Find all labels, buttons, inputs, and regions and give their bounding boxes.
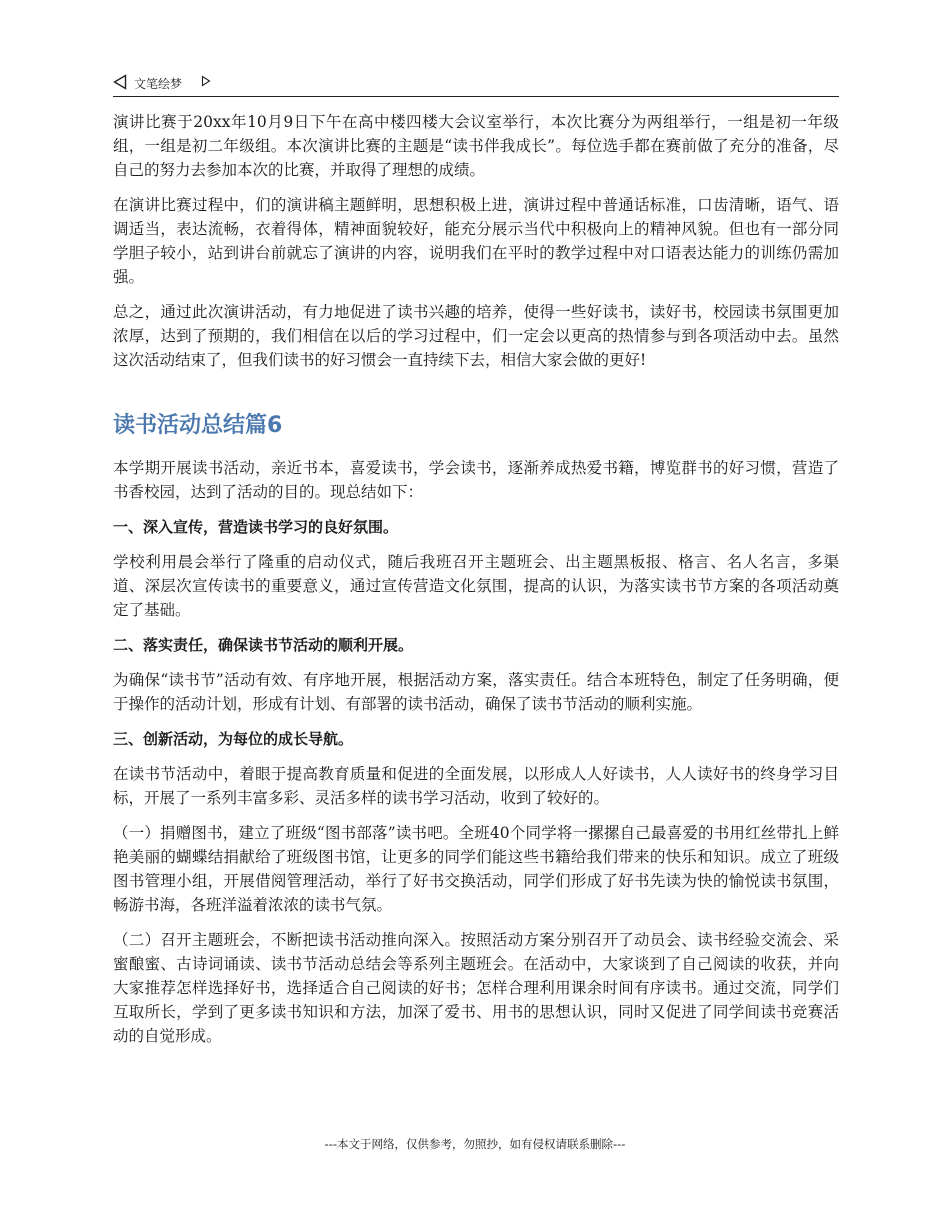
section-title: 读书活动总结篇6 (113, 413, 283, 438)
subheading-2: 二、落实责任，确保读书节活动的顺利开展。 (113, 636, 414, 654)
section-paragraph-4: （一）捐赠图书，建立了班级“图书部落”读书吧。全班40个同学将一摞摞自己最喜爱的书用红丝带扎上鲜艳美丽的蝴蝶结捐献给了班级图书馆，让更多的同学们能这些书籍给我们带来的快乐和知识。成立了班级图书管理小组，开展借阅管理活动，举行了好书交换活动，同学们形成了好书先读为快的愉悦读书氛围，畅游书海，各班洋溢着浓浓的读书气氛。 (113, 824, 839, 914)
subheading-1: 一、深入宣传，营造读书学习的良好氛围。 (113, 518, 399, 536)
triangle-left-outline-icon (113, 74, 127, 90)
section-paragraph-3: 在读书节活动中，着眼于提高教育质量和促进的全面发展，以形成人人好读书，人人读好书的终身学习目标，开展了一系列丰富多彩、灵活多样的读书学习活动，收到了较好的。 (113, 765, 839, 807)
intro-paragraph-3: 总之，通过此次演讲活动，有力地促进了读书兴趣的培养，使得一些好读书，读好书，校园读书氛围更加浓厚，达到了预期的，我们相信在以后的学习过程中，们一定会以更高的热情参与到各项活动中去。虽然这次活动结束了，但我们读书的好习惯会一直持续下去，相信大家会做的更好! (113, 303, 839, 369)
header-brand: 文笔绘梦 (134, 77, 183, 91)
section-intro: 本学期开展读书活动，亲近书本，喜爱读书，学会读书，逐渐养成热爱书籍，博览群书的好习惯，营造了书香校园，达到了活动的目的。现总结如下： (113, 459, 839, 501)
section-paragraph-1: 学校利用晨会举行了隆重的启动仪式，随后我班召开主题班会、出主题黑板报、格言、名人名言，多渠道、深层次宣传读书的重要意义，通过宣传营造文化氛围，提高的认识，为落实读书节方案的各项活动奠定了基础。 (113, 553, 839, 619)
page-header (113, 72, 839, 97)
section-paragraph-5: （二）召开主题班会，不断把读书活动推向深入。按照活动方案分别召开了动员会、读书经验交流会、采蜜酿蜜、古诗词诵读、读书节活动总结会等系列主题班会。在活动中，大家谈到了自己阅读的收获，并向大家推荐怎样选择好书，选择适合自己阅读的好书；怎样合理利用课余时间有序读书。通过交流，同学们互取所长，学到了更多读书知识和方法，加深了爱书、用书的思想认识，同时又促进了同学间读书竞赛活动的自觉形成。 (113, 931, 839, 1045)
document-body (113, 110, 839, 1059)
section-paragraph-2: 为确保“读书节”活动有效、有序地开展，根据活动方案，落实责任。结合本班特色，制定了任务明确，便于操作的活动计划，形成有计划、有部署的读书活动，确保了读书节活动的顺利实施。 (113, 671, 839, 713)
footer-disclaimer: ---本文于网络，仅供参考，勿照抄，如有侵权请联系删除--- (324, 1137, 626, 1151)
intro-paragraph-2: 在演讲比赛过程中，们的演讲稿主题鲜明，思想积极上进，演讲过程中普通话标准，口齿清晰，语气、语调适当，表达流畅，衣着得体，精神面貌较好，能充分展示当代中积极向上的精神风貌。但也有一部分同学胆子较小，站到讲台前就忘了演讲的内容，说明我们在平时的教学过程中对口语表达能力的训练仍需加强。 (113, 196, 839, 286)
triangle-right-outline-icon (201, 75, 211, 87)
subheading-3: 三、创新活动，为每位的成长导航。 (113, 730, 354, 748)
intro-paragraph-1: 演讲比赛于20xx年10月9日下午在高中楼四楼大会议室举行，本次比赛分为两组举行，一组是初一年级组，一组是初二年级组。本次演讲比赛的主题是“读书伴我成长”。每位选手都在赛前做了充分的准备，尽自己的努力去参加本次的比赛，并取得了理想的成绩。 (113, 113, 839, 179)
